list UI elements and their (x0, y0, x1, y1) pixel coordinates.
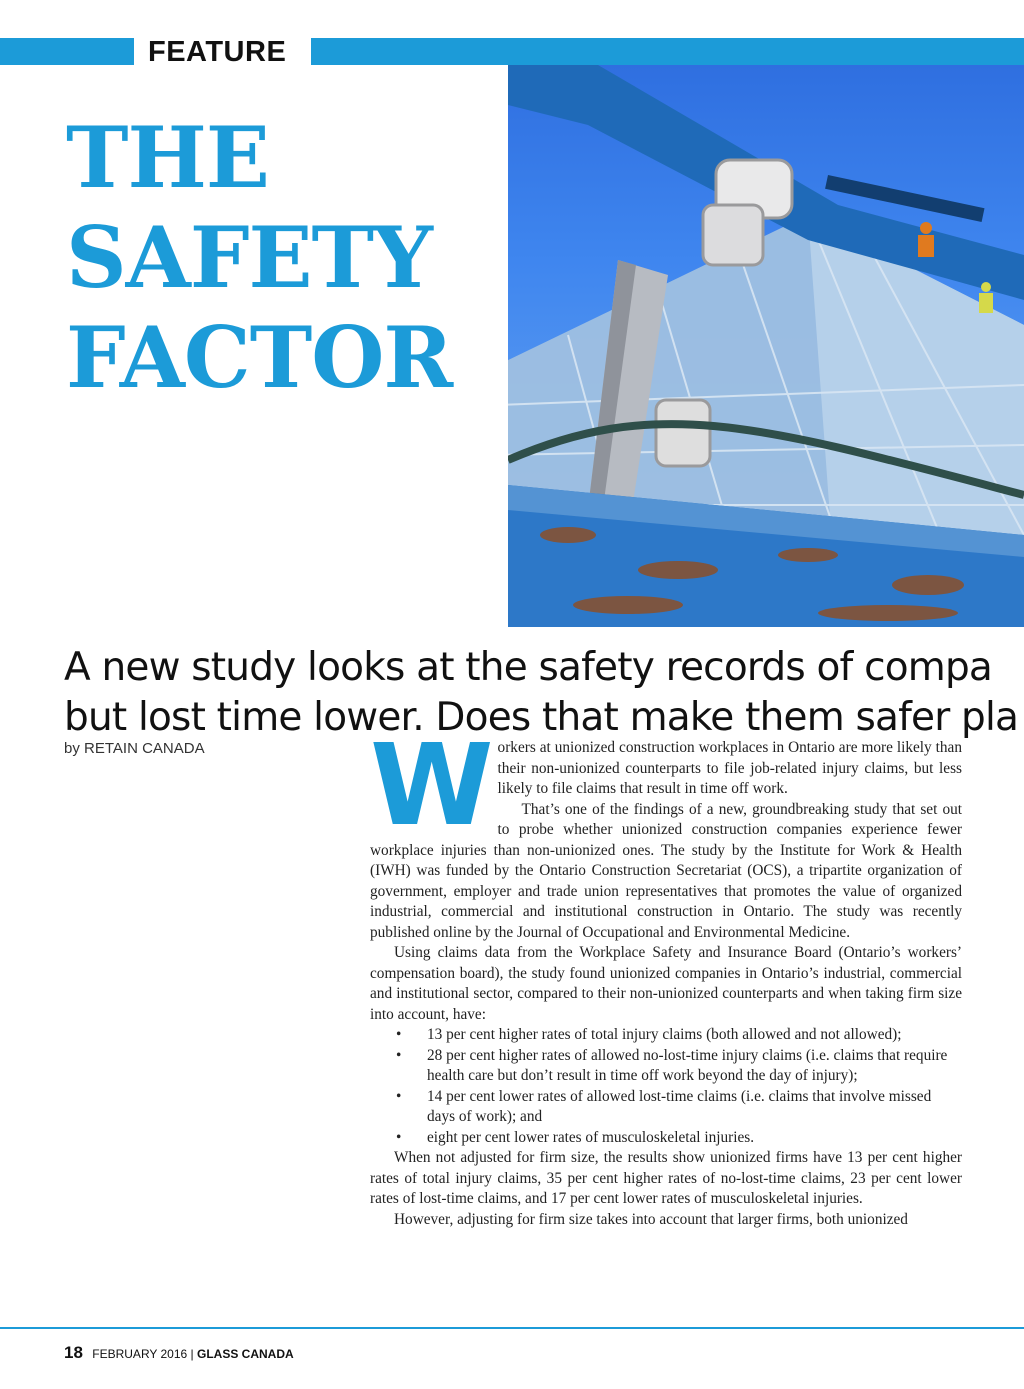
issue-date: FEBRUARY 2016 | (92, 1347, 194, 1361)
list-item (370, 1087, 962, 1128)
list-item-text: 14 per cent lower rates of allowed lost-time claims (i.e. claims that involve missed days of work); and (427, 1087, 932, 1125)
list-item (370, 1046, 962, 1087)
header-rule-left (0, 38, 134, 65)
construction-scene-illustration (508, 65, 1024, 627)
page-number: 18 (64, 1343, 83, 1362)
paragraph-4: When not adjusted for firm size, the results show unionized firms have 13 per cent higher rates of total injury claims, 35 per cent higher rates of no-lost-time claims, 23 per cent lower rates of lost-time claims, and 17 per cent lower rates of musculoskeletal injuries. (370, 1149, 962, 1207)
findings-list (370, 1025, 962, 1148)
paragraph-5: However, adjusting for firm size takes into account that larger firms, both unionized (394, 1210, 908, 1228)
bullet-icon: • (396, 1046, 402, 1064)
footer-rule (0, 1327, 1024, 1329)
feature-photo (508, 65, 1024, 627)
deck-line-1: A new study looks at the safety records of compa (64, 645, 993, 690)
section-label: FEATURE (148, 36, 287, 68)
deck-line-2: but lost time lower. Does that make them safer pla (64, 695, 1019, 740)
paragraph-1: orkers at unionized construction workplaces in Ontario are more likely than their non-unionized counterparts to file job-related injury claims, but less likely to file claims that result in time off work. (497, 739, 962, 797)
byline: by RETAIN CANADA (64, 740, 205, 757)
paragraph-3: Using claims data from the Workplace Safety and Insurance Board (Ontario’s workers’ compensation board), the study found unionized companies in Ontario’s industrial, commercial and institutional sector, compared to their non-unionized counterparts and when taking firm size into account, have: (370, 944, 962, 1023)
list-item (370, 1025, 962, 1046)
paragraph-2: That’s one of the findings of a new, groundbreaking study that set out to probe whether unionized construction companies experience fewer workplace injuries than non-unionized ones. The study by the Institute for Work & Health (IWH) was funded by the Ontario Construction Secretariat (OCS), a tripartite organization of government, employer and trade union representatives that promotes the value of organized industrial, commercial and institutional construction in Ontario. The study was recently published online by the Journal of Occupational and Environmental Medicine. (370, 800, 962, 941)
publication-name: GLASS CANADA (197, 1347, 294, 1361)
headline-line-1: THE (66, 108, 269, 207)
bullet-icon: • (396, 1128, 402, 1146)
page-footer (64, 1343, 294, 1363)
article-deck (64, 643, 1024, 743)
header-rule-right (311, 38, 1024, 65)
list-item (370, 1128, 962, 1149)
article-headline (66, 108, 452, 408)
headline-line-3: FACTOR (66, 308, 453, 407)
bullet-icon: • (396, 1087, 402, 1105)
article-body (370, 721, 962, 1230)
headline-line-2: SAFETY (66, 208, 432, 307)
list-item-text: 13 per cent higher rates of total injury claims (both allowed and not allowed); (427, 1026, 902, 1043)
drop-cap: W (370, 721, 488, 851)
list-item-text: eight per cent lower rates of musculoskeletal injuries. (427, 1128, 755, 1146)
list-item-text: 28 per cent higher rates of allowed no-lost-time injury claims (i.e. claims that require health care but don’t result in time off work beyond the day of injury); (427, 1046, 948, 1084)
bullet-icon: • (396, 1026, 402, 1043)
